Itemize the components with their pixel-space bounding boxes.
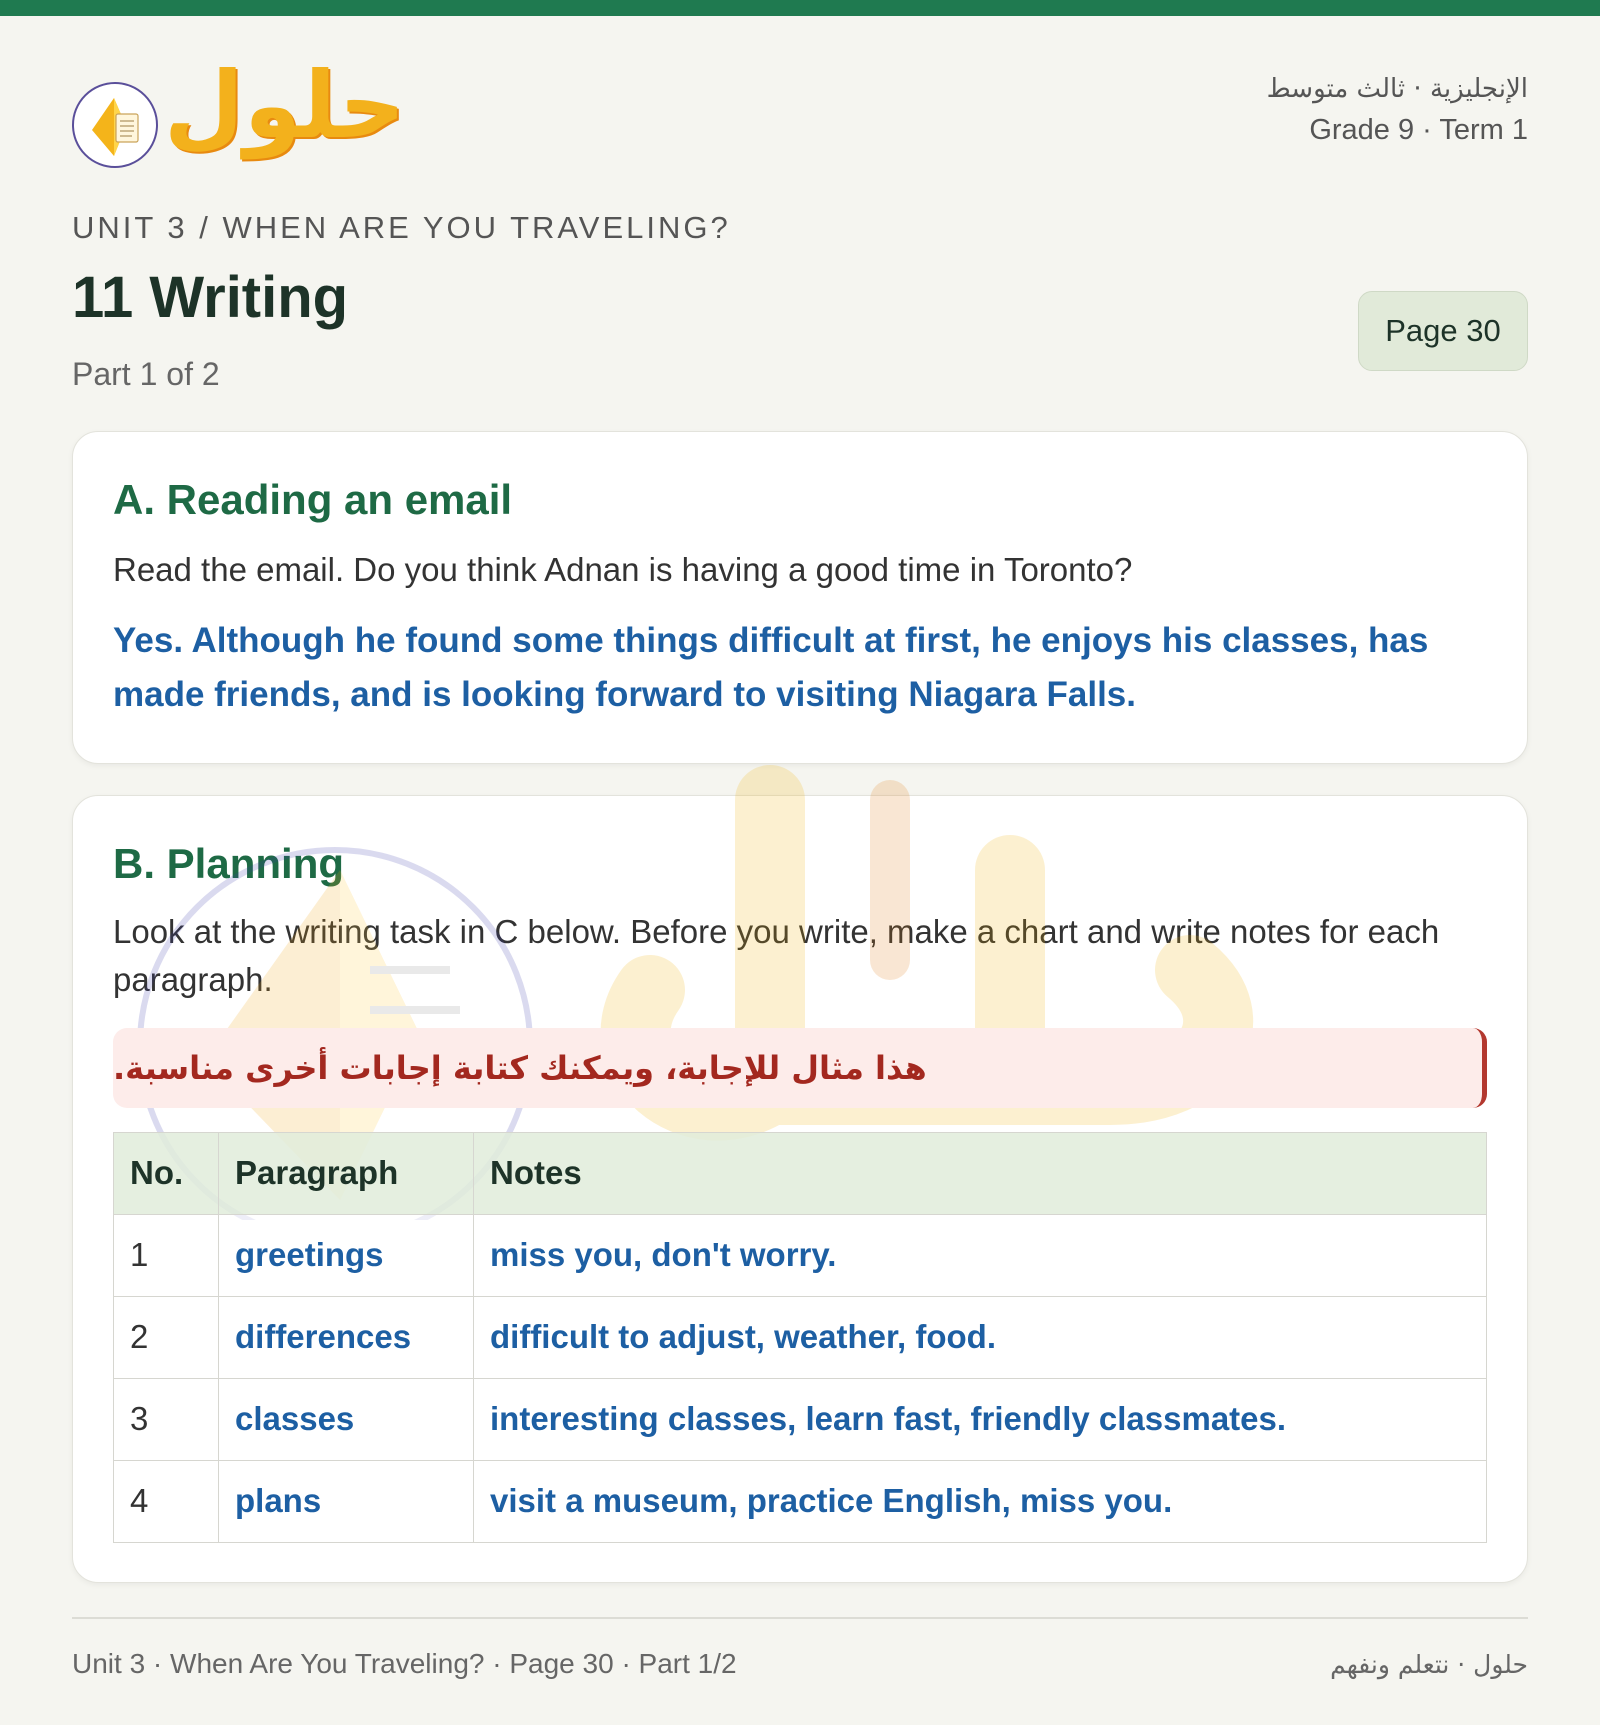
top-accent-bar (0, 0, 1600, 16)
footer-divider (72, 1617, 1528, 1619)
page-title: 11 Writing (72, 265, 349, 330)
section-a-answer: Yes. Although he found some things difficult at first, he enjoys his classes, has made friends, and is looking forward to visiting Niagara Falls. (113, 620, 1429, 715)
row-paragraph: differences (219, 1296, 474, 1378)
header-notes: Notes (474, 1132, 1487, 1214)
row-notes: difficult to adjust, weather, food. (474, 1296, 1487, 1378)
course-info (1267, 74, 1528, 147)
table-row (114, 1296, 1487, 1378)
footer-brand: حلول · نتعلم ونفهم (1330, 1650, 1528, 1679)
footer-info: Unit 3 · When Are You Traveling? · Page 30 · Part 1/2 (72, 1648, 737, 1679)
section-a-card (72, 431, 1528, 764)
row-number: 1 (114, 1214, 219, 1296)
section-b-heading: B. Planning (113, 840, 344, 887)
row-notes: visit a museum, practice English, miss you. (474, 1460, 1487, 1542)
row-paragraph: classes (219, 1378, 474, 1460)
section-a-heading: A. Reading an email (113, 476, 513, 523)
row-notes: interesting classes, learn fast, friendly classmates. (474, 1378, 1487, 1460)
header-paragraph: Paragraph (219, 1132, 474, 1214)
example-answer-note: هذا مثال للإجابة، ويمكنك كتابة إجابات أخرى مناسبة. (113, 1028, 1487, 1108)
section-b-prompt: Look at the writing task in C below. Before you write, make a chart and write notes for each paragraph. (113, 913, 1440, 998)
row-number: 4 (114, 1460, 219, 1542)
row-notes: miss you, don't worry. (474, 1214, 1487, 1296)
table-row (114, 1378, 1487, 1460)
part-label: Part 1 of 2 (72, 356, 220, 392)
row-number: 2 (114, 1296, 219, 1378)
logo-emblem (72, 82, 158, 168)
table-header-row (114, 1132, 1487, 1214)
grade-term: Grade 9 · Term 1 (1309, 114, 1528, 146)
table-row (114, 1214, 1487, 1296)
table-row (114, 1460, 1487, 1542)
section-a-prompt: Read the email. Do you think Adnan is having a good time in Toronto? (113, 551, 1133, 588)
row-paragraph: greetings (219, 1214, 474, 1296)
subject-arabic: الإنجليزية · ثالث متوسط (1266, 74, 1528, 104)
row-paragraph: plans (219, 1460, 474, 1542)
section-b-card (72, 795, 1528, 1583)
logo-wordmark: حلول (164, 52, 406, 159)
header-no: No. (114, 1132, 219, 1214)
row-number: 3 (114, 1378, 219, 1460)
planning-table (113, 1132, 1487, 1543)
brand-logo (72, 52, 406, 170)
book-icon (80, 90, 154, 164)
page-badge: Page 30 (1358, 291, 1528, 371)
breadcrumb: UNIT 3 / WHEN ARE YOU TRAVELING? (72, 210, 731, 245)
